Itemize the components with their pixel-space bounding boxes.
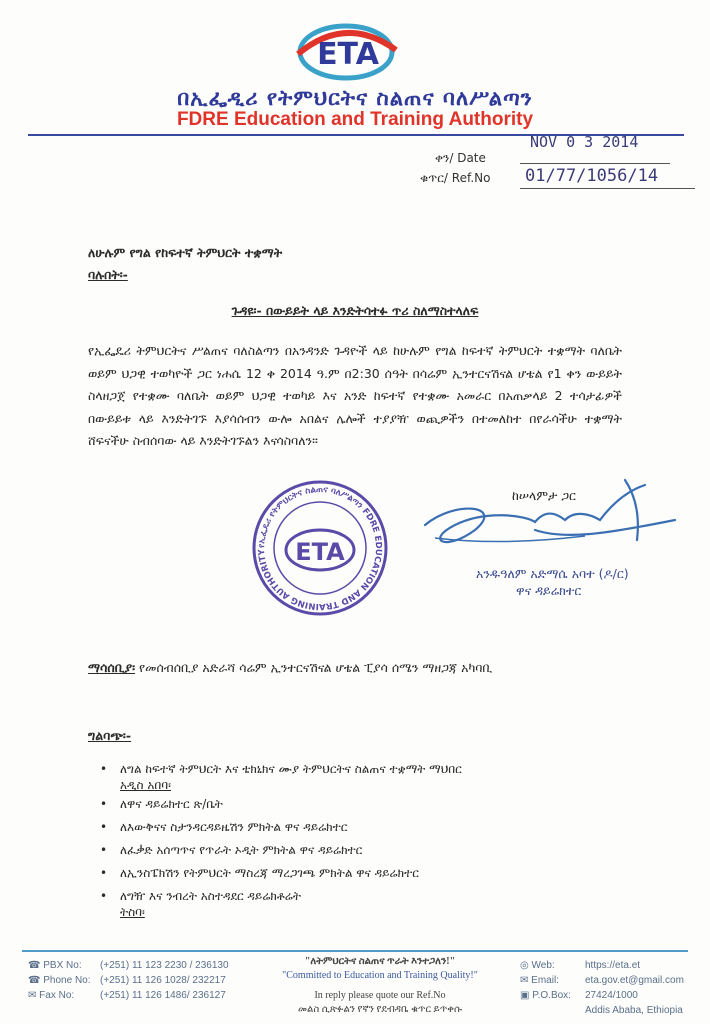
- quote-english: In reply please quote our Ref.No: [314, 990, 446, 1001]
- cc-item: • ለግል ከፍተኛ ትምህርት እና ቴክኒክና ሙያ ትምህርትና ስልጠና ተቋማት ማህበር አዲስ አበባ፡: [100, 762, 462, 792]
- body-paragraph: የኢፌዴሪ ትምህርትና ሥልጠና ባለስልጣን በአንዳንድ ጉዳዮች ላይ ከሁሉም የግል ከፍተኛ ትምህርት ተቋማት ባለቤት ወይም ህጋዊ ተወካዮች ጋር ነሐሴ 12 ቀ 2014 ዓ.ም በ2:30 ሰዓት በሳሬም ኢንተርናሽናል ሆቴል የ1 ቀን ውይይት ስላዘጋጀ የተቋሙ ባለቤት ወይም ህጋዊ ተወካይ እና አንድ ከፍተኛ የተቋሙ አመራር በአጠቃላይ 2 ተሳታፊዎች በውይይቱ ላይ እንድትገኙ እያሳሰብን ውሎ አበልና ሌሎች ተያያዥ ወጪዎችን በተመለከተ በየራሳችሁ ተቋማት ሸፍናችሁ ስብሰባው ላይ እንድትገኙልን እናሳስባለን፡፡: [88, 343, 622, 448]
- cc-item: • ለፈቃድ አሰጣጥና የጥራት ኦዲት ምክትል ዋና ዳይሬክተር: [100, 843, 363, 857]
- cc-list: [100, 758, 600, 920]
- venue-note: [88, 660, 648, 676]
- eta-logo: [288, 10, 408, 90]
- footer-divider: [22, 950, 688, 952]
- signature: [415, 470, 685, 560]
- ref-label: ቁጥር/ Ref.No: [420, 171, 491, 185]
- phone-value: (+251) 11 126 1028/ 232217: [100, 975, 226, 986]
- web-row: ◎ Web:: [520, 960, 555, 971]
- signatory-name: አንዱዓለም አድማሴ አባተ (ዶ/ር): [476, 566, 629, 581]
- recipient: ለሁሉም የግል የከፍተኛ ትምህርት ተቋማት: [88, 245, 283, 260]
- org-name-amharic: በኢፌዲሪ የትምህርትና ስልጠና ባለሥልጣን: [177, 86, 533, 110]
- email-icon: ✉: [520, 975, 529, 986]
- subject: ጉዳዩ፡- በውይይት ላይ እንድትሳተፉ ጥሪ ስለማስተላለፍ: [231, 303, 479, 318]
- mailbox-icon: ▣: [520, 990, 530, 1001]
- web-value[interactable]: https://eta.et: [585, 960, 641, 971]
- venue-label: ማሳሰቢያ፡: [88, 660, 136, 675]
- motto-amharic: "ለትምህርትና ስልጠና ጥራት እንተጋለን!": [304, 956, 456, 967]
- globe-icon: ◎: [520, 960, 529, 971]
- venue-text: የመሰብሰቢያ አድራሻ ሳሬም ኢንተርናሽናል ሆቴል ፒያሳ ሰሜን ማዘጋጃ አካባቢ: [139, 660, 493, 675]
- official-stamp: [250, 478, 390, 618]
- fax-row: ✉ Fax No:: [28, 990, 75, 1001]
- fax-icon: ✉: [28, 990, 37, 1001]
- fax-value: (+251) 11 126 1486/ 236127: [100, 990, 226, 1001]
- date-label: ቀን/ Date: [435, 151, 486, 165]
- signatory-title: ዋና ዳይሬክተር: [516, 583, 582, 598]
- city: Addis Ababa, Ethiopia: [585, 1005, 683, 1016]
- pobox-value: 27424/1000: [585, 990, 638, 1001]
- pbx-value: (+251) 11 123 2230 / 236130: [100, 960, 229, 971]
- email-value[interactable]: eta.gov.et@gmail.com: [585, 975, 684, 986]
- pobox-row: ▣ P.O.Box:: [520, 990, 571, 1001]
- date-value: NOV 0 3 2014: [530, 133, 639, 151]
- cc-item: • ለኢንስፔክሽን የትምህርት ማስረጃ ማረጋገጫ ምክትል ዋና ዳይሬክተር: [100, 866, 419, 880]
- date-line: [520, 163, 670, 164]
- phone-icon: ☎: [28, 975, 41, 986]
- quote-amharic: መልስ ሲጽፉልን የኛን የደብዳቤ ቁጥር ይጥቀሱ: [297, 1004, 463, 1015]
- svg-text:ETA: ETA: [317, 37, 379, 72]
- ref-value: 01/77/1056/14: [525, 166, 659, 186]
- org-name-english: FDRE Education and Training Authority: [176, 109, 534, 130]
- ref-line: [520, 188, 695, 189]
- cc-label: ግልባጭ፡-: [88, 728, 132, 743]
- svg-text:ETA: ETA: [295, 538, 345, 566]
- closing: ከሠላምታ ጋር: [512, 488, 576, 503]
- cc-item: • ለእውቅናና ስታንዳርዳይዜሽን ምክትል ዋና ዳይሬክተር: [100, 820, 348, 834]
- phone-row: ☎ Phone No:: [28, 975, 91, 986]
- recipient-sub: ባሉበት፡-: [88, 267, 128, 282]
- pbx-row: ☎ PBX No:: [28, 960, 82, 971]
- motto-english: "Committed to Education and Training Quality!": [282, 970, 478, 981]
- cc-item: • ለዋና ዳይሬክተር ጽ/ቤት: [100, 797, 223, 811]
- email-row: ✉ Email:: [520, 975, 559, 986]
- svg-text:የኢፌዴሪ የትምህርትና ስልጠና ባለሥልጣን FDRE: የኢፌዴሪ የትምህርትና ስልጠና ባለሥልጣን FDRE EDUCATION AND TRAINING AUTHORITY: [256, 484, 384, 612]
- phone-icon: ☎: [28, 960, 41, 971]
- cc-item: • ለግዥ እና ንብረት አስተዳደር ዳይሬክቶሬት ትስባ፡: [100, 889, 301, 919]
